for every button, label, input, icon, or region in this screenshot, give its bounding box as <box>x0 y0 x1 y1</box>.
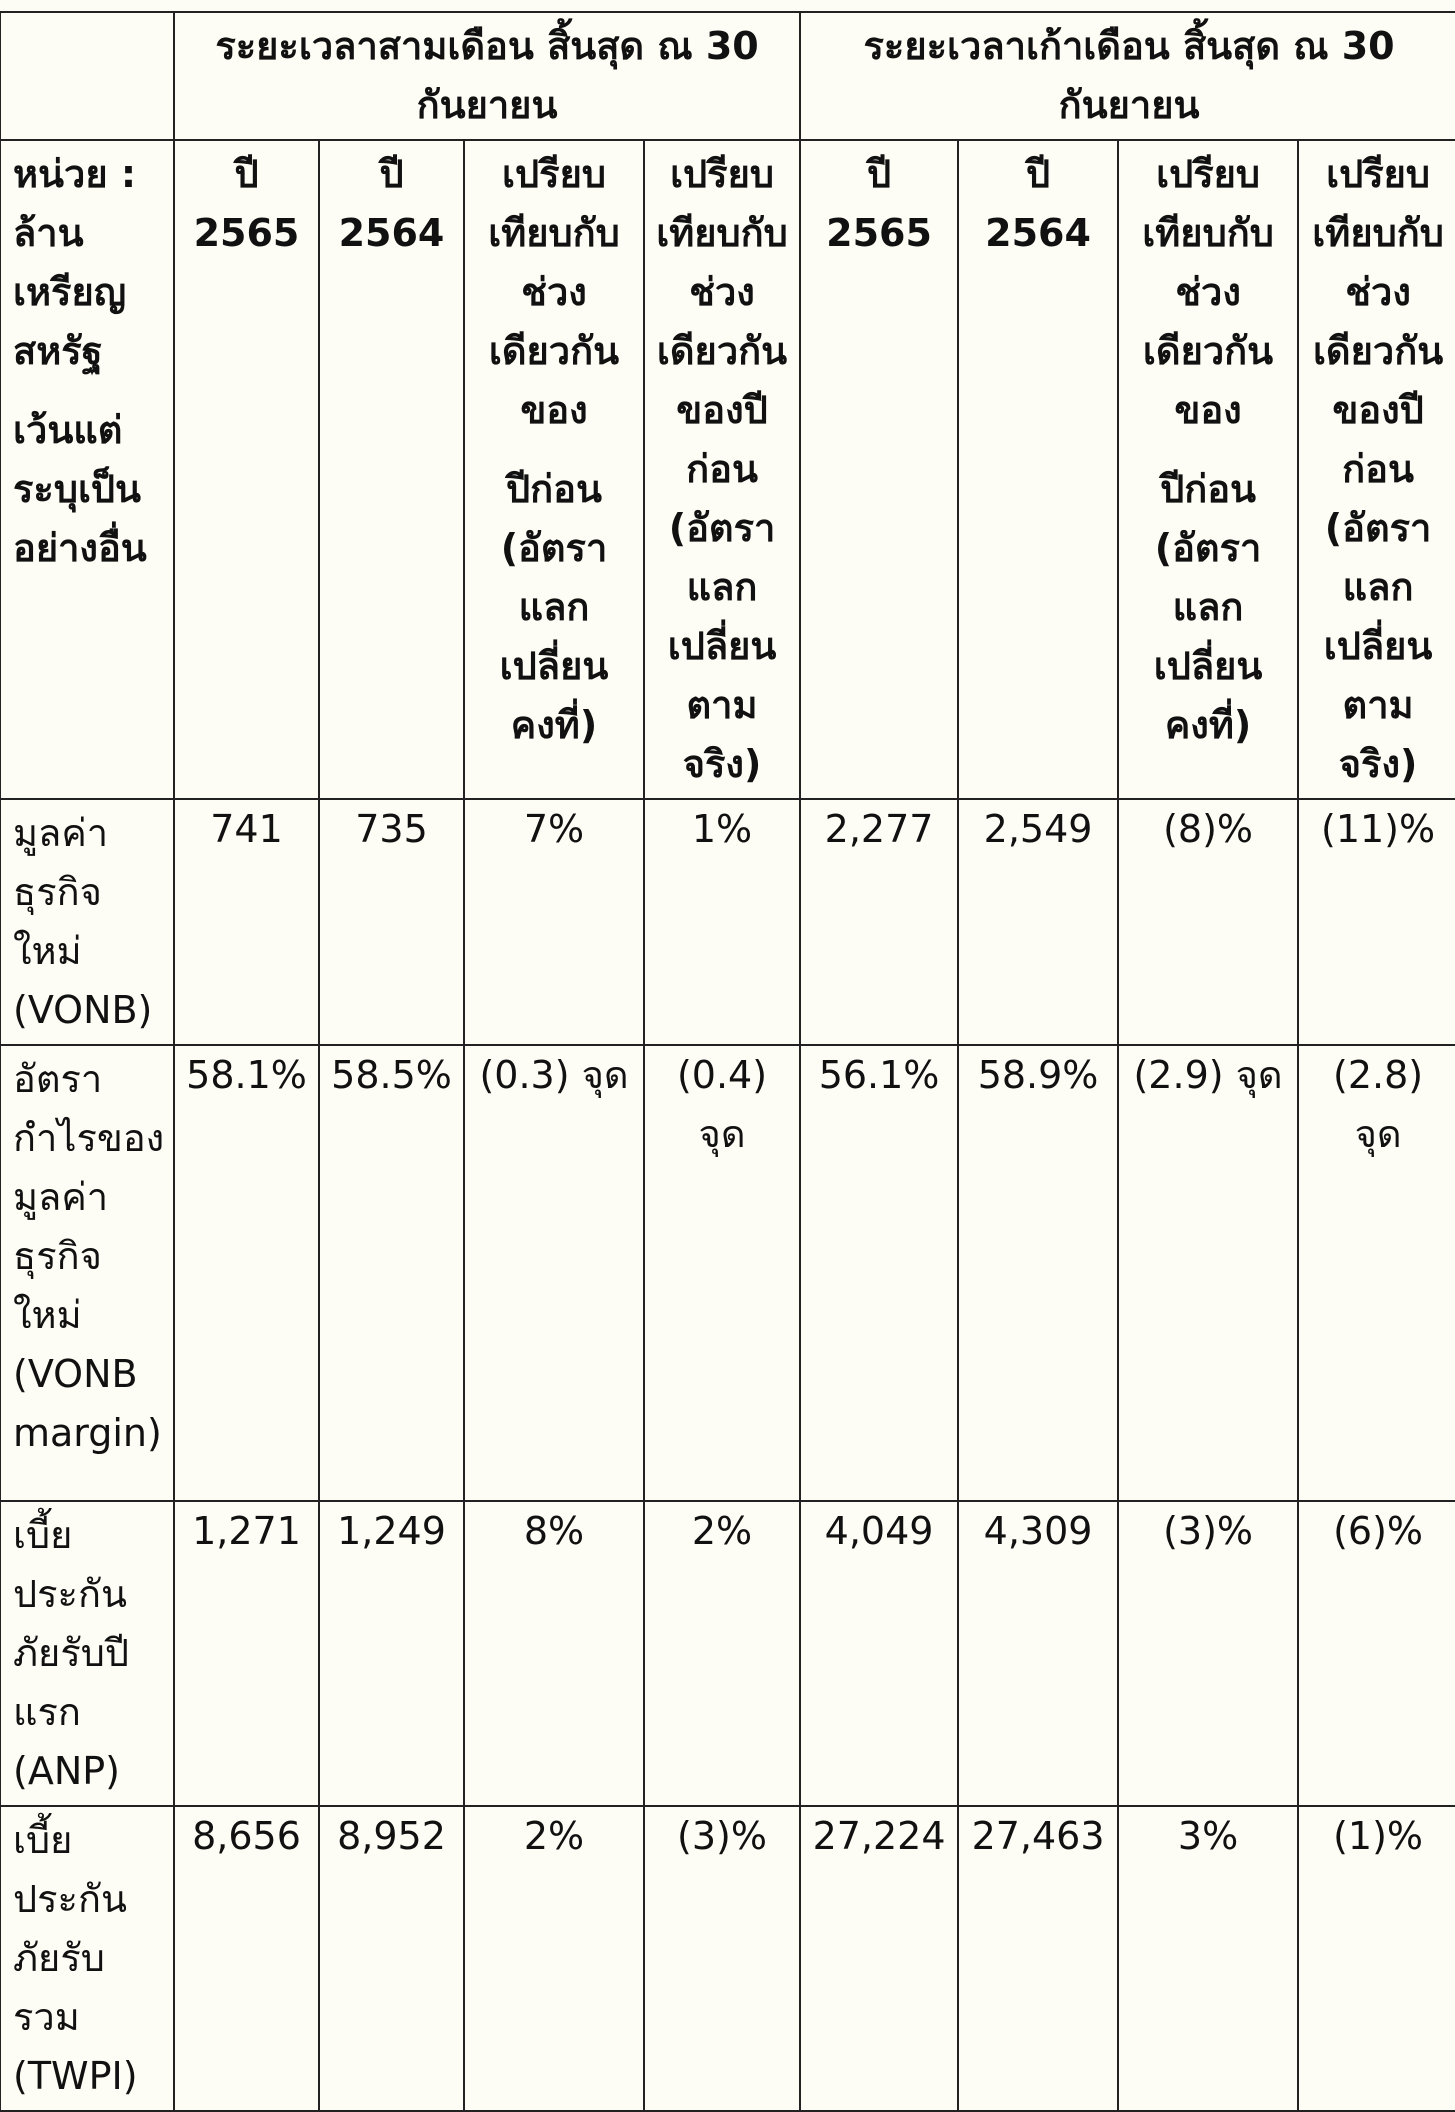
col-n-actual-fx: เปรียบเทียบกับช่วงเดียวกันของปีก่อน (อัตราแลกเปลี่ยนตามจริง) <box>1298 140 1455 799</box>
col-n-2564: ปี 2564 <box>958 140 1118 799</box>
cell-n-2564: 2,549 <box>958 799 1118 1045</box>
cell-n-2564: 27,463 <box>958 1806 1118 2111</box>
corner-cell <box>0 12 174 140</box>
col-n-constant-fx-line2: ปีก่อน (อัตราแลกเปลี่ยนคงที่) <box>1153 467 1263 747</box>
col-q-constant-fx <box>464 140 644 799</box>
cell-q-2565: 8,656 <box>174 1806 319 2111</box>
table-row <box>0 1045 1455 1501</box>
cell-q-2564: 735 <box>319 799 464 1045</box>
cell-q-const: (0.3) จุด <box>464 1045 644 1501</box>
row-label: มูลค่าธุรกิจใหม่ (VONB) <box>0 799 174 1045</box>
table-row <box>0 799 1455 1045</box>
cell-q-const: 2% <box>464 1806 644 2111</box>
unit-note: เว้นแต่ระบุเป็นอย่างอื่น <box>13 408 147 570</box>
cell-n-actual: (6)% <box>1298 1501 1455 1806</box>
cell-n-const: (3)% <box>1118 1501 1298 1806</box>
unit-header <box>0 140 174 799</box>
table-row <box>0 1501 1455 1806</box>
cell-n-actual: (11)% <box>1298 799 1455 1045</box>
cell-q-2564: 1,249 <box>319 1501 464 1806</box>
cell-n-2564: 58.9% <box>958 1045 1118 1501</box>
row-label: อัตรากำไรของมูลค่าธุรกิจใหม่ (VONB margin) <box>0 1045 174 1501</box>
row-label: เบี้ยประกันภัยรับปีแรก (ANP) <box>0 1501 174 1806</box>
cell-n-const: (2.9) จุด <box>1118 1045 1298 1501</box>
col-n-constant-fx <box>1118 140 1298 799</box>
row-label: เบี้ยประกันภัยรับรวม (TWPI) <box>0 1806 174 2111</box>
cell-q-const: 7% <box>464 799 644 1045</box>
cell-q-2565: 1,271 <box>174 1501 319 1806</box>
cell-n-2565: 56.1% <box>800 1045 958 1501</box>
col-q-2564: ปี 2564 <box>319 140 464 799</box>
cell-n-actual: (2.8) จุด <box>1298 1045 1455 1501</box>
col-q-actual-fx: เปรียบเทียบกับช่วงเดียวกันของปีก่อน (อัตราแลกเปลี่ยนตามจริง) <box>644 140 800 799</box>
col-n-constant-fx-line1: เปรียบเทียบกับช่วงเดียวกันของ <box>1142 152 1274 432</box>
cell-q-2564: 8,952 <box>319 1806 464 2111</box>
cell-n-2565: 4,049 <box>800 1501 958 1806</box>
col-q-constant-fx-line1: เปรียบเทียบกับช่วงเดียวกันของ <box>488 152 620 432</box>
col-n-2565: ปี 2565 <box>800 140 958 799</box>
cell-n-actual: (1)% <box>1298 1806 1455 2111</box>
col-q-2565: ปี 2565 <box>174 140 319 799</box>
cell-n-2565: 27,224 <box>800 1806 958 2111</box>
cell-n-2565: 2,277 <box>800 799 958 1045</box>
group-header-three-months: ระยะเวลาสามเดือน สิ้นสุด ณ 30 กันยายน <box>174 12 800 140</box>
cell-n-2564: 4,309 <box>958 1501 1118 1806</box>
cell-q-const: 8% <box>464 1501 644 1806</box>
group-header-row <box>0 12 1455 140</box>
cell-q-actual: 2% <box>644 1501 800 1806</box>
unit-label: หน่วย : ล้านเหรียญสหรัฐ <box>13 152 137 373</box>
cell-q-actual: 1% <box>644 799 800 1045</box>
column-header-row <box>0 140 1455 799</box>
cell-q-2564: 58.5% <box>319 1045 464 1501</box>
cell-q-actual: (0.4) จุด <box>644 1045 800 1501</box>
table-row <box>0 1806 1455 2111</box>
cell-q-2565: 741 <box>174 799 319 1045</box>
group-header-nine-months: ระยะเวลาเก้าเดือน สิ้นสุด ณ 30 กันยายน <box>800 12 1455 140</box>
cell-q-2565: 58.1% <box>174 1045 319 1501</box>
cell-n-const: (8)% <box>1118 799 1298 1045</box>
cell-q-actual: (3)% <box>644 1806 800 2111</box>
cell-n-const: 3% <box>1118 1806 1298 2111</box>
col-q-constant-fx-line2: ปีก่อน (อัตราแลกเปลี่ยนคงที่) <box>499 467 609 747</box>
financial-table <box>0 11 1455 2112</box>
